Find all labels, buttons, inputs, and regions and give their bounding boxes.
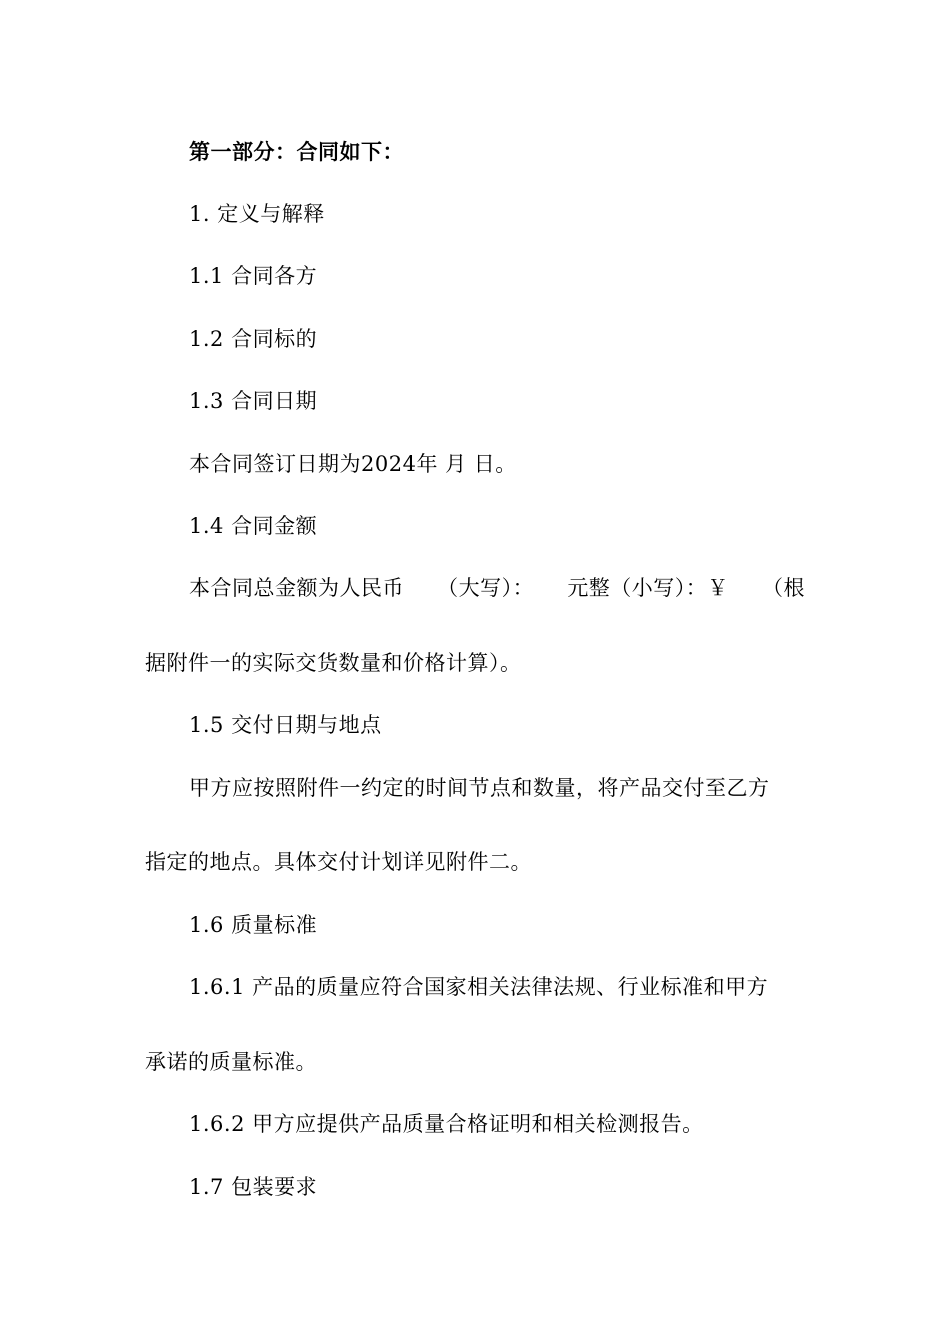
section-1-4-body-line-2: 据附件一的实际交货数量和价格计算）。 bbox=[145, 651, 522, 675]
amount-lowercase-label: 元整（小写）：￥ bbox=[567, 576, 729, 600]
section-1-2-heading: 1.2 合同标的 bbox=[189, 327, 318, 351]
section-1-5-body-line-1: 甲方应按照附件一约定的时间节点和数量，将产品交付至乙方 bbox=[189, 776, 770, 800]
section-1-7-heading: 1.7 包装要求 bbox=[189, 1175, 318, 1199]
section-1-5-body-line-2: 指定的地点。具体交付计划详见附件二。 bbox=[145, 850, 532, 874]
section-1-3-body: 本合同签订日期为2024年 月 日。 bbox=[189, 452, 517, 476]
section-1-4-body-line-1 bbox=[189, 575, 805, 601]
section-1-6-1-line-2: 承诺的质量标准。 bbox=[145, 1050, 317, 1074]
section-1-4-heading: 1.4 合同金额 bbox=[189, 514, 318, 538]
section-1-1-heading: 1.1 合同各方 bbox=[189, 264, 318, 288]
section-1-6-2: 1.6.2 甲方应提供产品质量合格证明和相关检测报告。 bbox=[189, 1112, 704, 1136]
part-heading: 第一部分：合同如下： bbox=[189, 140, 404, 164]
section-1-6-heading: 1.6 质量标准 bbox=[189, 913, 318, 937]
amount-note-start: （根 bbox=[761, 576, 805, 600]
amount-uppercase-label: （大写）： bbox=[437, 576, 535, 600]
section-1-3-heading: 1.3 合同日期 bbox=[189, 389, 318, 413]
section-1-6-1-line-1: 1.6.1 产品的质量应符合国家相关法律法规、行业标准和甲方 bbox=[189, 975, 769, 999]
section-1-5-heading: 1.5 交付日期与地点 bbox=[189, 713, 382, 737]
section-1-heading: 1. 定义与解释 bbox=[189, 202, 325, 226]
amount-label: 本合同总金额为人民币 bbox=[189, 576, 404, 600]
